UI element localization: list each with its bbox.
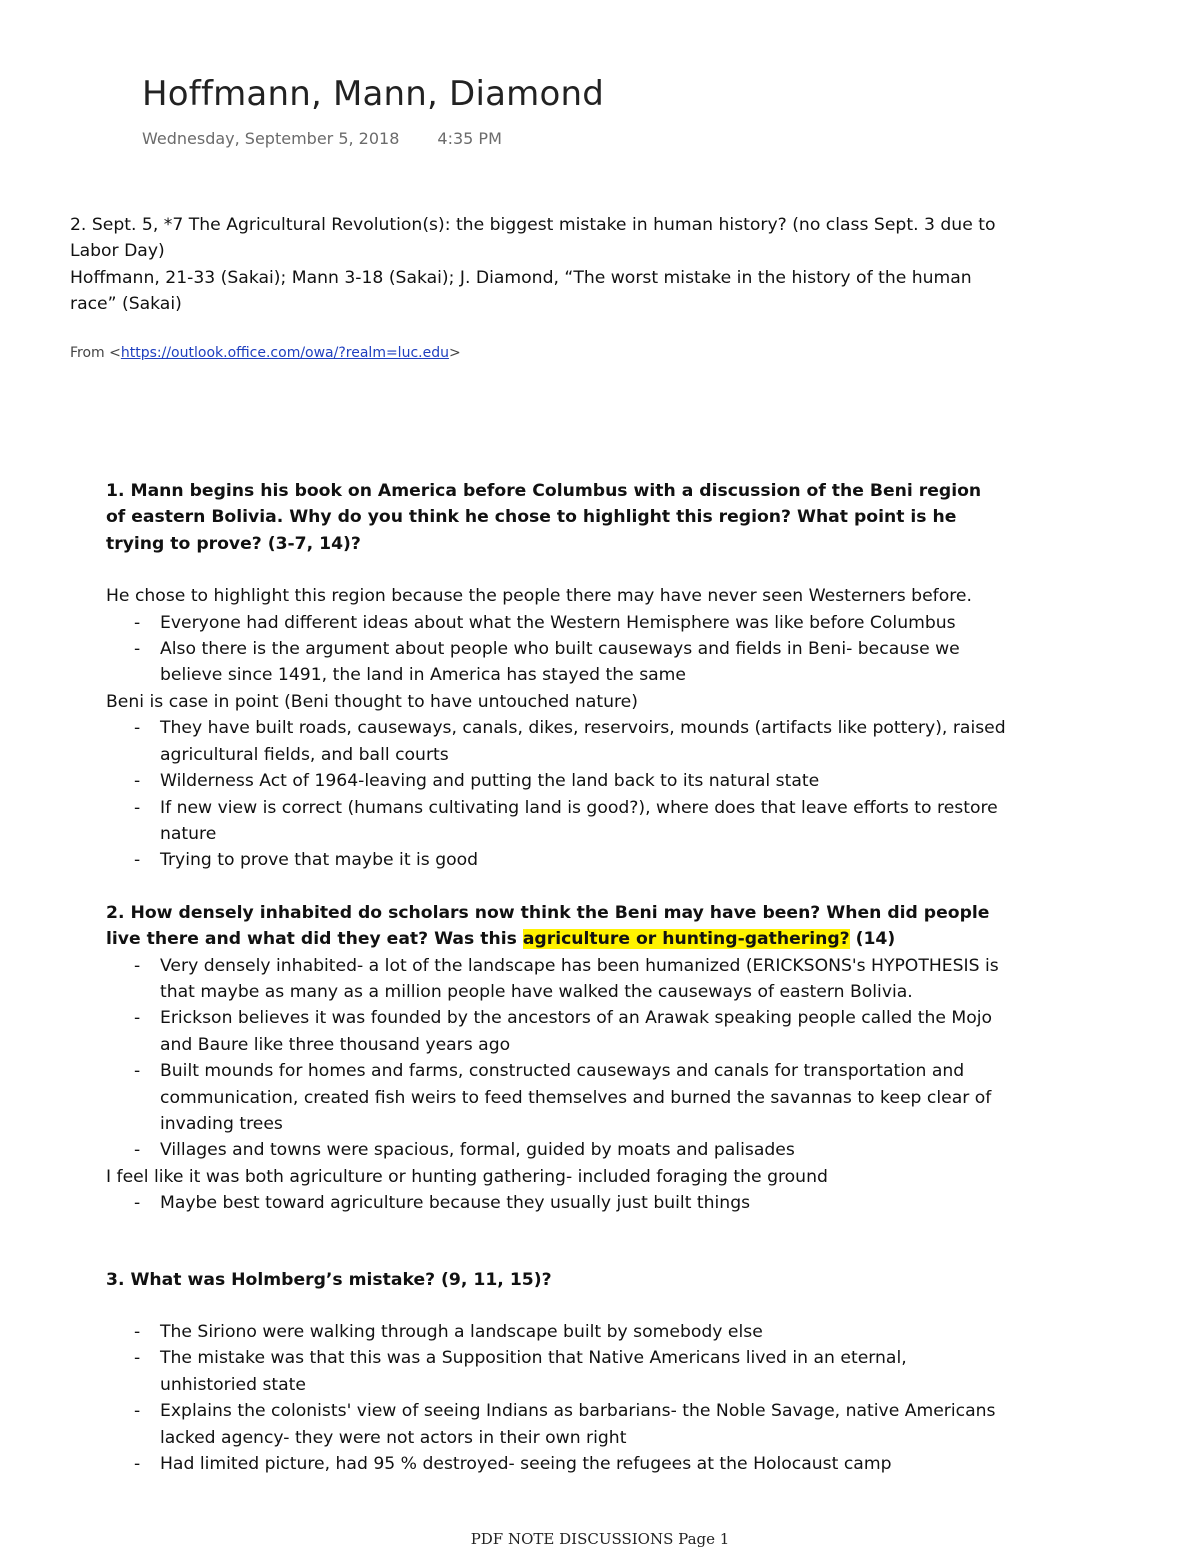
q2-bullet-list-2 — [106, 1190, 1006, 1216]
list-item: - Maybe best toward agriculture because they usually just built things — [106, 1190, 1006, 1216]
assignment-readings: Hoffmann, 21-33 (Sakai); Mann 3-18 (Sakai); J. Diamond, “The worst mistake in the history of the human race” (Sakai) — [70, 267, 972, 315]
note-date: Wednesday, September 5, 2018 — [142, 129, 400, 148]
question-3: 3. What was Holmberg’s mistake? (9, 11, 15)? — [106, 1269, 552, 1290]
list-item: - Wilderness Act of 1964-leaving and putting the land back to its natural state — [106, 768, 1006, 794]
list-item: - If new view is correct (humans cultivating land is good?), where does that leave efforts to restore nature — [106, 795, 1006, 848]
source-link[interactable]: https://outlook.office.com/owa/?realm=luc.edu — [120, 344, 449, 361]
page-title: Hoffmann, Mann, Diamond — [142, 74, 604, 114]
list-item: - Erickson believes it was founded by the ancestors of an Arawak speaking people called the Mojo and Baure like three thousand years ago — [106, 1005, 1006, 1058]
note-time: 4:35 PM — [437, 129, 502, 148]
page-footer: PDF NOTE DISCUSSIONS Page 1 — [470, 1530, 730, 1548]
assignment-block — [70, 212, 1006, 318]
list-item: - The Siriono were walking through a landscape built by somebody else — [106, 1319, 1006, 1345]
q1-bullet-list-2 — [106, 715, 1006, 873]
list-item: - Everyone had different ideas about what the Western Hemisphere was like before Columbus — [106, 610, 1006, 636]
question-2: 2. How densely inhabited do scholars now think the Beni may have been? When did people live there and what did they eat? Was this agriculture or hunting-gathering? (14) — [106, 902, 990, 950]
list-item: - Built mounds for homes and farms, constructed causeways and canals for transportation and communication, created fish weirs to feed themselves and burned the savannas to keep clear of invading trees — [106, 1058, 1006, 1137]
list-item: - Explains the colonists' view of seeing Indians as barbarians- the Noble Savage, native Americans lacked agency- they were not actors in their own right — [106, 1398, 1006, 1451]
assignment-line: 2. Sept. 5, *7 The Agricultural Revolution(s): the biggest mistake in human history? (no class Sept. 3 due to Labor Day) — [70, 215, 996, 262]
q3-bullet-list — [106, 1319, 1006, 1477]
list-item: - Very densely inhabited- a lot of the landscape has been humanized (ERICKSONS's HYPOTHESIS is that maybe as many as a million people have walked the causeways of eastern Bolivia. — [106, 953, 1006, 1006]
q1-answer-paragraph: He chose to highlight this region because the people there may have never seen Westerners before. — [106, 586, 972, 607]
q1-answer-paragraph-2: Beni is case in point (Beni thought to have untouched nature) — [106, 691, 638, 712]
highlighted-text: agriculture or hunting-gathering? — [522, 929, 850, 950]
q2-answer-paragraph: I feel like it was both agriculture or hunting gathering- included foraging the ground — [106, 1166, 828, 1187]
list-item: - Also there is the argument about people who built causeways and fields in Beni- because we believe since 1491, the land in America has stayed the same — [106, 636, 1006, 689]
list-item: - Villages and towns were spacious, formal, guided by moats and palisades — [106, 1137, 1006, 1163]
list-item: - The mistake was that this was a Supposition that Native Americans lived in an eternal, unhistoried state — [106, 1345, 1006, 1398]
question-1: 1. Mann begins his book on America before Columbus with a discussion of the Beni region of eastern Bolivia. Why do you think he chose to highlight this region? What point is he trying to prove? (3-7, 14)? — [106, 481, 982, 554]
list-item: - They have built roads, causeways, canals, dikes, reservoirs, mounds (artifacts like pottery), raised agricultural fields, and ball courts — [106, 715, 1006, 768]
q2-bullet-list-1 — [106, 953, 1006, 1164]
note-body — [70, 212, 1006, 1477]
list-item: - Had limited picture, had 95 % destroyed- seeing the refugees at the Holocaust camp — [106, 1451, 1006, 1477]
list-item: - Trying to prove that maybe it is good — [106, 847, 1006, 873]
q1-bullet-list-1 — [106, 610, 1006, 689]
source-line: From <https://outlook.office.com/owa/?realm=luc.edu> — [70, 344, 461, 361]
note-timestamp — [142, 129, 502, 148]
